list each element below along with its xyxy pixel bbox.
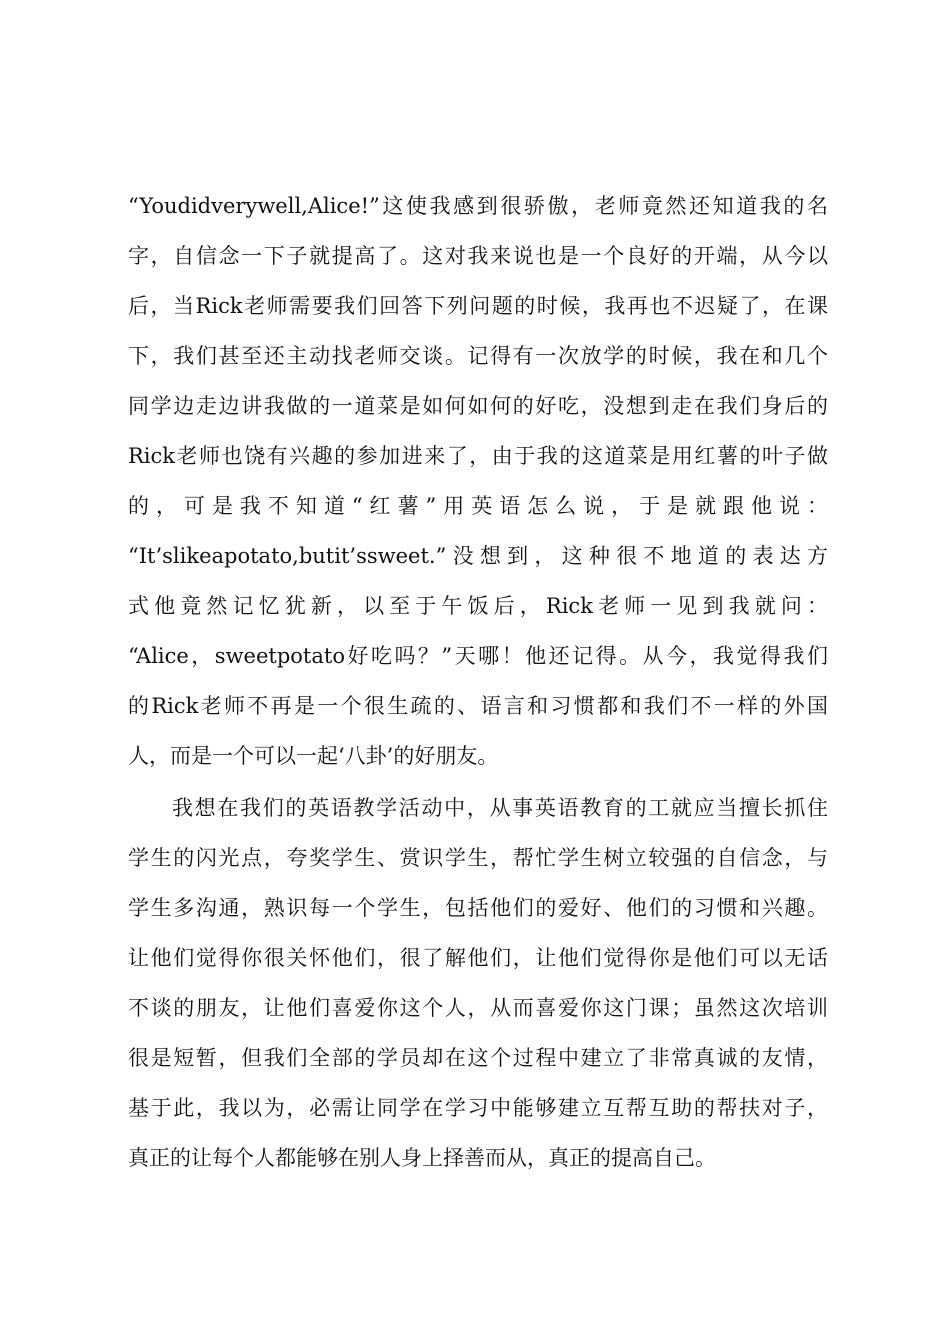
paragraph-1-line: 人，而是一个可以一起‘八卦’的好朋友。 — [128, 744, 499, 768]
paragraph-1-line: “Alice，sweetpotato好吃吗？”天哪！他还记得。从今，我觉得我们 — [128, 644, 828, 668]
paragraph-2-line: 基于此，我以为，必需让同学在学习中能够建立互帮互助的帮扶对子， — [128, 1096, 828, 1120]
paragraph-2-line: 学生多沟通，熟识每一个学生，包括他们的爱好、他们的习惯和兴趣。 — [128, 896, 828, 920]
paragraph-1-line: Rick老师也饶有兴趣的参加进来了，由于我的这道菜是用红薯的叶子做 — [128, 444, 828, 468]
paragraph-1-line: 的，可是我不知道“红薯”用英语怎么说，于是就跟他说： — [128, 494, 828, 518]
paragraph-1-line: “It’slikeapotato,butit’ssweet.”没想到，这种很不地道的表达方 — [128, 544, 828, 568]
paragraph-1-line: 式他竟然记忆犹新，以至于午饭后，Rick老师一见到我就问： — [128, 594, 828, 618]
paragraph-1-line: 的Rick老师不再是一个很生疏的、语言和习惯都和我们不一样的外国 — [128, 694, 828, 718]
paragraph-1-line: 下，我们甚至还主动找老师交谈。记得有一次放学的时候，我在和几个 — [128, 344, 828, 368]
paragraph-2-line: 我想在我们的英语教学活动中，从事英语教育的工就应当擅长抓住 — [172, 796, 828, 820]
paragraph-2-line: 真正的让每个人都能够在别人身上择善而从，真正的提高自己。 — [128, 1146, 716, 1170]
paragraph-1-line: “Youdidverywell,Alice!”这使我感到很骄傲，老师竟然还知道我的名 — [128, 194, 828, 218]
paragraph-2-line: 学生的闪光点，夸奖学生、赏识学生，帮忙学生树立较强的自信念，与 — [128, 846, 828, 870]
paragraph-2-line: 很是短暂，但我们全部的学员却在这个过程中建立了非常真诚的友情， — [128, 1046, 828, 1070]
paragraph-1-line: 后，当Rick老师需要我们回答下列问题的时候，我再也不迟疑了，在课 — [128, 294, 828, 318]
paragraph-2-line: 让他们觉得你很关怀他们，很了解他们，让他们觉得你是他们可以无话 — [128, 946, 828, 970]
paragraph-1-line: 字，自信念一下子就提高了。这对我来说也是一个良好的开端，从今以 — [128, 244, 828, 268]
paragraph-1-line: 同学边走边讲我做的一道菜是如何如何的好吃，没想到走在我们身后的 — [128, 394, 828, 418]
paragraph-2-line: 不谈的朋友，让他们喜爱你这个人，从而喜爱你这门课；虽然这次培训 — [128, 996, 828, 1020]
